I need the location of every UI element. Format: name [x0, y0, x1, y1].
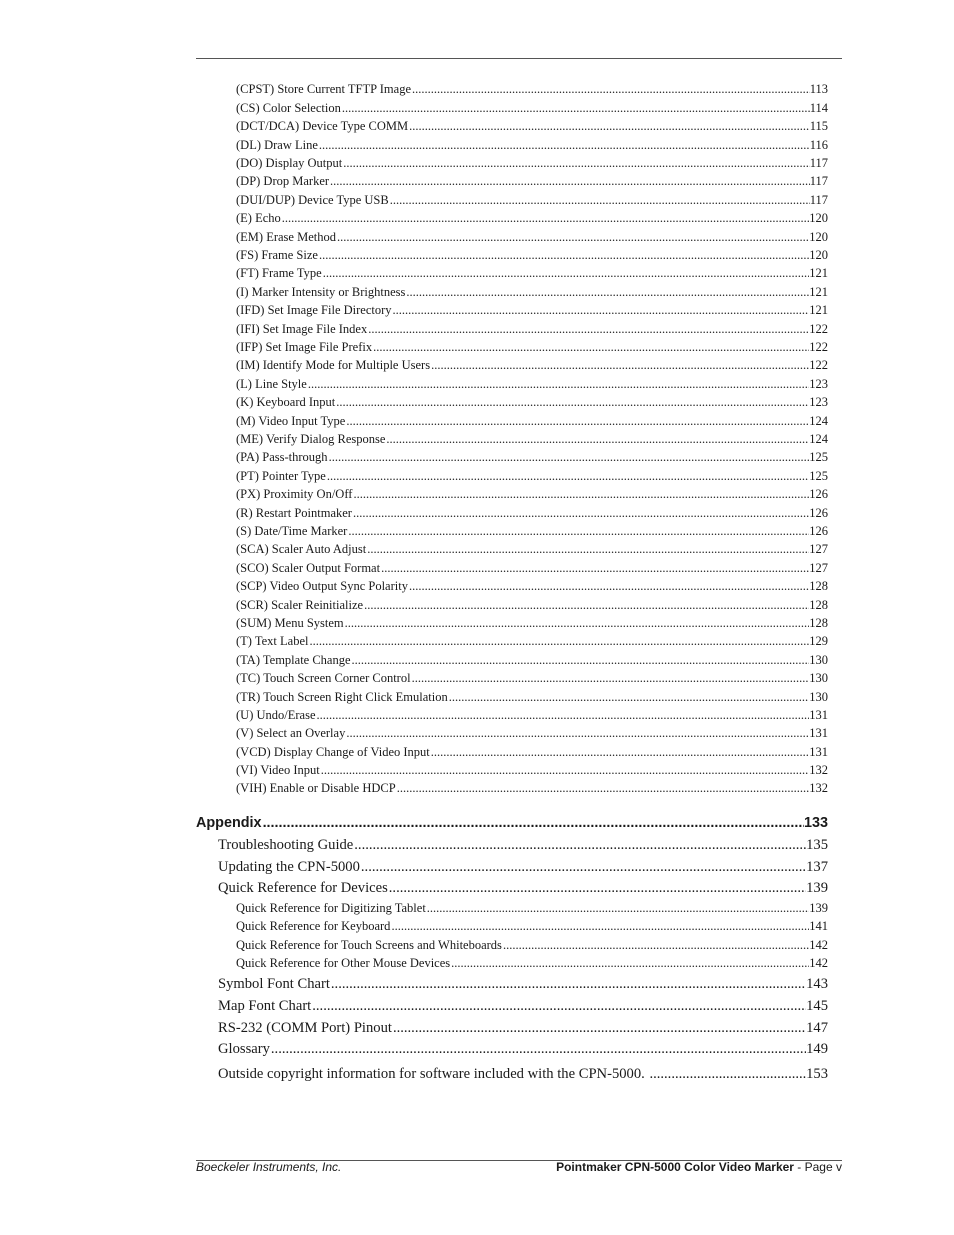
toc-entry-em[interactable]: (EM) Erase Method ..... 120	[236, 228, 828, 246]
toc-entry-sco[interactable]: (SCO) Scaler Output Format ..... 127	[236, 559, 828, 577]
toc-entry-px[interactable]: (PX) Proximity On/Off ..... 126	[236, 485, 828, 503]
toc-entry-ta[interactable]: (TA) Template Change ..... 130	[236, 651, 828, 669]
toc-entry-quick-reference-touch-screens[interactable]: Quick Reference for Touch Screens and Whiteboards ..... 142	[236, 936, 828, 954]
toc-entry-cs[interactable]: (CS) Color Selection ..... 114	[236, 99, 828, 117]
toc-entry-quick-reference-devices[interactable]: Quick Reference for Devices ..... 139	[218, 878, 828, 899]
toc-entry-ifp[interactable]: (IFP) Set Image File Prefix ..... 122	[236, 338, 828, 356]
toc-entry-vi[interactable]: (VI) Video Input ..... 132	[236, 761, 828, 779]
toc-entry-i[interactable]: (I) Marker Intensity or Brightness ..... 121	[236, 283, 828, 301]
toc-entry-quick-reference-keyboard[interactable]: Quick Reference for Keyboard ..... 141	[236, 917, 828, 935]
toc-entry-ft[interactable]: (FT) Frame Type ..... 121	[236, 264, 828, 282]
toc-entry-map-font-chart[interactable]: Map Font Chart ..... 145	[218, 996, 828, 1017]
toc-entry-fs[interactable]: (FS) Frame Size ..... 120	[236, 246, 828, 264]
toc-entry-dl[interactable]: (DL) Draw Line ..... 116	[236, 136, 828, 154]
toc-entry-quick-reference-mouse[interactable]: Quick Reference for Other Mouse Devices ..... 142	[236, 954, 828, 972]
toc-entry-sca[interactable]: (SCA) Scaler Auto Adjust ..... 127	[236, 540, 828, 558]
toc-entry-ifd[interactable]: (IFD) Set Image File Directory ..... 121	[236, 301, 828, 319]
toc-entry-outside-copyright[interactable]: Outside copyright information for software included with the CPN-5000. ..... 153	[218, 1064, 828, 1085]
toc-entry-ifi[interactable]: (IFI) Set Image File Index ..... 122	[236, 320, 828, 338]
toc-entry-pa[interactable]: (PA) Pass-through ..... 125	[236, 448, 828, 466]
toc-entry-m[interactable]: (M) Video Input Type ..... 124	[236, 412, 828, 430]
toc-heading-appendix[interactable]: Appendix ..... 133	[196, 813, 828, 834]
toc-entry-im[interactable]: (IM) Identify Mode for Multiple Users ..... 122	[236, 356, 828, 374]
toc-entry-dui-dup[interactable]: (DUI/DUP) Device Type USB ..... 117	[236, 191, 828, 209]
toc-entry-tr[interactable]: (TR) Touch Screen Right Click Emulation ..... 130	[236, 688, 828, 706]
toc-entry-me[interactable]: (ME) Verify Dialog Response ..... 124	[236, 430, 828, 448]
header-rule	[196, 58, 842, 59]
toc-entry-r[interactable]: (R) Restart Pointmaker ..... 126	[236, 504, 828, 522]
toc-entry-v[interactable]: (V) Select an Overlay ..... 131	[236, 724, 828, 742]
toc-entry-symbol-font-chart[interactable]: Symbol Font Chart ..... 143	[218, 974, 828, 995]
toc-entry-updating-cpn-5000[interactable]: Updating the CPN-5000 ..... 137	[218, 857, 828, 878]
toc-entry-vih[interactable]: (VIH) Enable or Disable HDCP ..... 132	[236, 779, 828, 797]
toc-entry-dp[interactable]: (DP) Drop Marker ..... 117	[236, 172, 828, 190]
toc-entry-s[interactable]: (S) Date/Time Marker ..... 126	[236, 522, 828, 540]
toc-entry-k[interactable]: (K) Keyboard Input ..... 123	[236, 393, 828, 411]
footer-page-number: - Page v	[793, 1160, 842, 1174]
toc-entry-pt[interactable]: (PT) Pointer Type ..... 125	[236, 467, 828, 485]
toc-entry-rs232-pinout[interactable]: RS-232 (COMM Port) Pinout ..... 147	[218, 1018, 828, 1039]
toc-entry-e[interactable]: (E) Echo ..... 120	[236, 209, 828, 227]
toc-entry-dct-dca[interactable]: (DCT/DCA) Device Type COMM ..... 115	[236, 117, 828, 135]
toc-entry-scp[interactable]: (SCP) Video Output Sync Polarity ..... 128	[236, 577, 828, 595]
toc-entry-troubleshooting-guide[interactable]: Troubleshooting Guide ..... 135	[218, 835, 828, 856]
toc-entry-t[interactable]: (T) Text Label ..... 129	[236, 632, 828, 650]
toc-entry-u[interactable]: (U) Undo/Erase ..... 131	[236, 706, 828, 724]
toc-entry-glossary[interactable]: Glossary ..... 149	[218, 1039, 828, 1060]
toc-entry-vcd[interactable]: (VCD) Display Change of Video Input ..... 131	[236, 743, 828, 761]
footer-company: Boeckeler Instruments, Inc.	[196, 1160, 342, 1174]
toc-entry-quick-reference-tablet[interactable]: Quick Reference for Digitizing Tablet ..... 139	[236, 899, 828, 917]
footer-page-info	[556, 1159, 842, 1175]
toc-entry-l[interactable]: (L) Line Style ..... 123	[236, 375, 828, 393]
toc-entry-scr[interactable]: (SCR) Scaler Reinitialize ..... 128	[236, 596, 828, 614]
toc-entry-do[interactable]: (DO) Display Output ..... 117	[236, 154, 828, 172]
toc-entry-sum[interactable]: (SUM) Menu System ..... 128	[236, 614, 828, 632]
toc-entry-tc[interactable]: (TC) Touch Screen Corner Control ..... 130	[236, 669, 828, 687]
toc-entry-cpst[interactable]: (CPST) Store Current TFTP Image ..... 113	[236, 80, 828, 98]
footer-product: Pointmaker CPN-5000 Color Video Marker	[556, 1160, 794, 1174]
